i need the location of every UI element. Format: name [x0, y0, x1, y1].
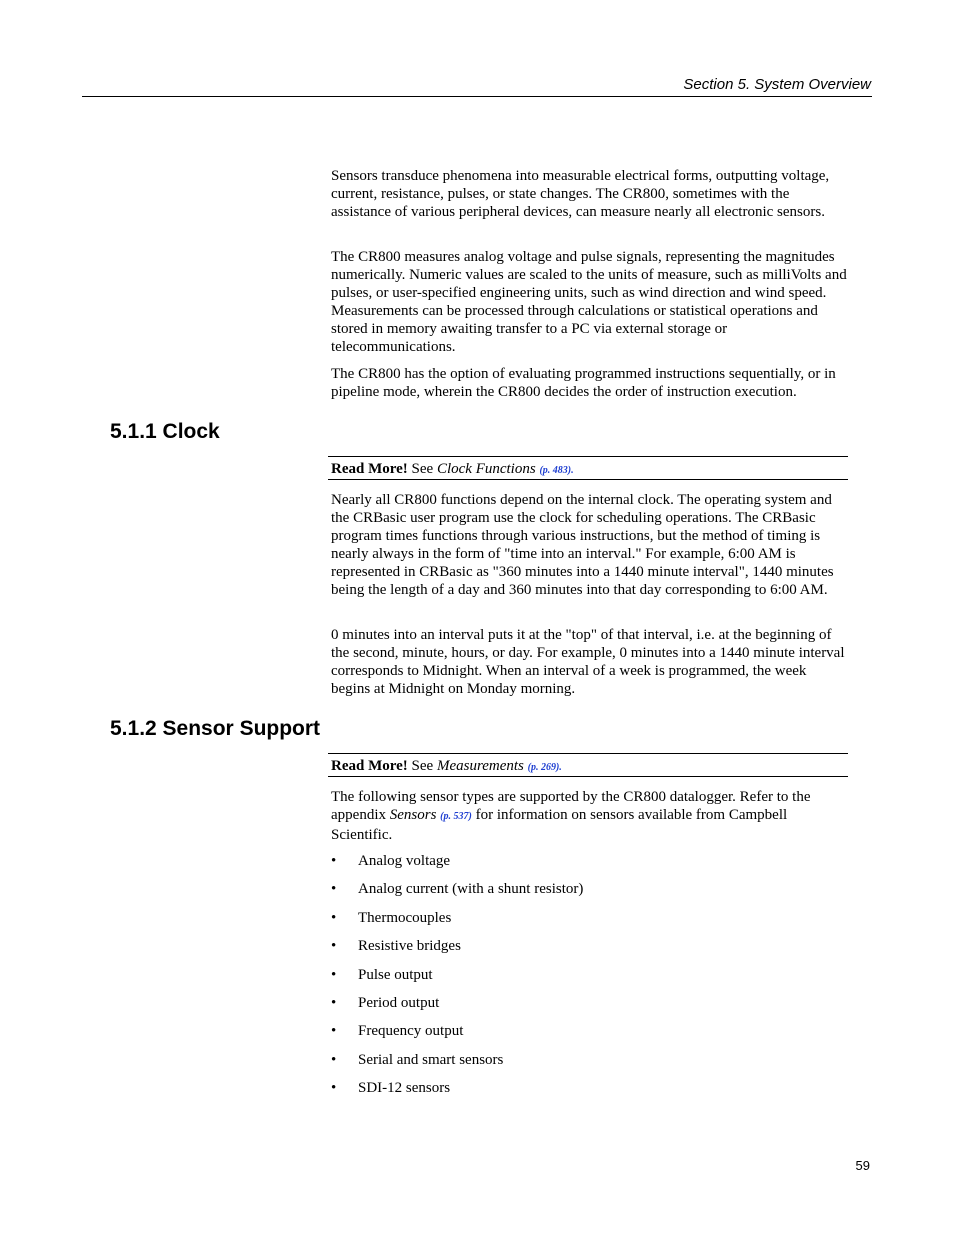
list-item-label: Thermocouples [358, 909, 452, 926]
intro-paragraph-2: The CR800 measures analog voltage and pulse signals, representing the magnitudes numerically. Numeric values are scaled to the units of measure, such as milliVolts and pulses, or user-specified engineering units, such as wind direction and wind speed. Measurements can be processed through calculations or statistical operations and stored in memory awaiting transfer to a PC via external storage or telecommunications. [331, 249, 847, 355]
intro-paragraph-3: The CR800 has the option of evaluating programmed instructions sequentially, or in pipeline mode, wherein the CR800 decides the order of instruction execution. [331, 366, 836, 400]
list-item-label: Pulse output [358, 966, 433, 983]
bullet-icon: • [331, 909, 337, 926]
clock-paragraph-1: Nearly all CR800 functions depend on the internal clock. The operating system and the CRBasic user program use the clock for scheduling operations. The CRBasic program times functions through various instructions, but the method of timing is nearly always in the form of "time into an interval." For example, 6:00 AM is represented in CRBasic as "360 minutes into a 1440 minute interval", 1440 minutes being the length of a day and 360 minutes into that day corresponding to 6:00 AM. [331, 492, 834, 598]
sensor-intro-text-a: The following sensor types are supported by the CR800 datalogger. Refer to the appendix [331, 789, 811, 823]
bullet-icon: • [331, 881, 337, 898]
list-item [331, 1079, 583, 1107]
sensor-intro-text-b: for information on sensors available from Campbell Scientific. [331, 807, 788, 843]
list-item-label: Analog voltage [358, 853, 451, 869]
clock-paragraph-2: 0 minutes into an interval puts it at the "top" of that interval, i.e. at the beginning of the second, minute, hours, or day. For example, 0 minutes into a 1440 minute interval corresponds to Midnight. When an interval of a week is programmed, the week begins at Midnight on Monday morning. [331, 627, 845, 697]
bullet-icon: • [331, 938, 337, 955]
list-item [331, 880, 583, 908]
bullet-icon: • [331, 1023, 337, 1040]
bullet-icon: • [331, 966, 337, 983]
page-number: 59 [855, 1158, 870, 1173]
list-item [331, 994, 583, 1022]
sensors-page-link[interactable]: (p. 537) [440, 811, 472, 822]
list-item [331, 852, 583, 880]
see-text: See [407, 758, 437, 774]
sensor-read-more-box [328, 753, 848, 777]
see-text: See [407, 461, 437, 477]
sensor-paragraph-1 [331, 788, 847, 844]
read-more-label: Read More! [331, 758, 408, 774]
list-item-label: Period output [358, 994, 440, 1011]
list-item-label: Serial and smart sensors [358, 1051, 504, 1068]
list-item-label: Analog current (with a shunt resistor) [358, 881, 584, 898]
list-item-label: Frequency output [358, 1023, 464, 1040]
list-item [331, 1022, 583, 1050]
bullet-icon: • [331, 853, 337, 869]
bullet-icon: • [331, 994, 337, 1011]
measurements-page-link[interactable]: (p. 269). [527, 762, 562, 773]
sensor-types-list [331, 852, 583, 1108]
running-header: Section 5. System Overview [683, 76, 871, 93]
read-more-label: Read More! [331, 461, 408, 477]
bullet-icon: • [331, 1051, 337, 1068]
list-item [331, 937, 583, 965]
list-item-label: SDI-12 sensors [358, 1080, 451, 1097]
clock-functions-ref: Clock Functions [436, 461, 536, 477]
list-item [331, 1051, 583, 1079]
list-item [331, 966, 583, 994]
clock-read-more-box [328, 456, 848, 480]
list-item [331, 909, 583, 937]
header-rule [82, 96, 872, 97]
clock-functions-page-link[interactable]: (p. 483). [539, 465, 574, 476]
measurements-ref: Measurements [436, 758, 524, 774]
list-item-label: Resistive bridges [358, 938, 461, 955]
intro-paragraph-1: Sensors transduce phenomena into measurable electrical forms, outputting voltage, current, resistance, pulses, or state changes. The CR800, sometimes with the assistance of various peripheral devices, can measure nearly all electronic sensors. [331, 168, 830, 220]
clock-heading: 5.1.1 Clock [110, 420, 220, 443]
sensors-appendix-ref: Sensors [389, 807, 437, 823]
sensor-support-heading: 5.1.2 Sensor Support [110, 717, 321, 740]
bullet-icon: • [331, 1080, 337, 1097]
